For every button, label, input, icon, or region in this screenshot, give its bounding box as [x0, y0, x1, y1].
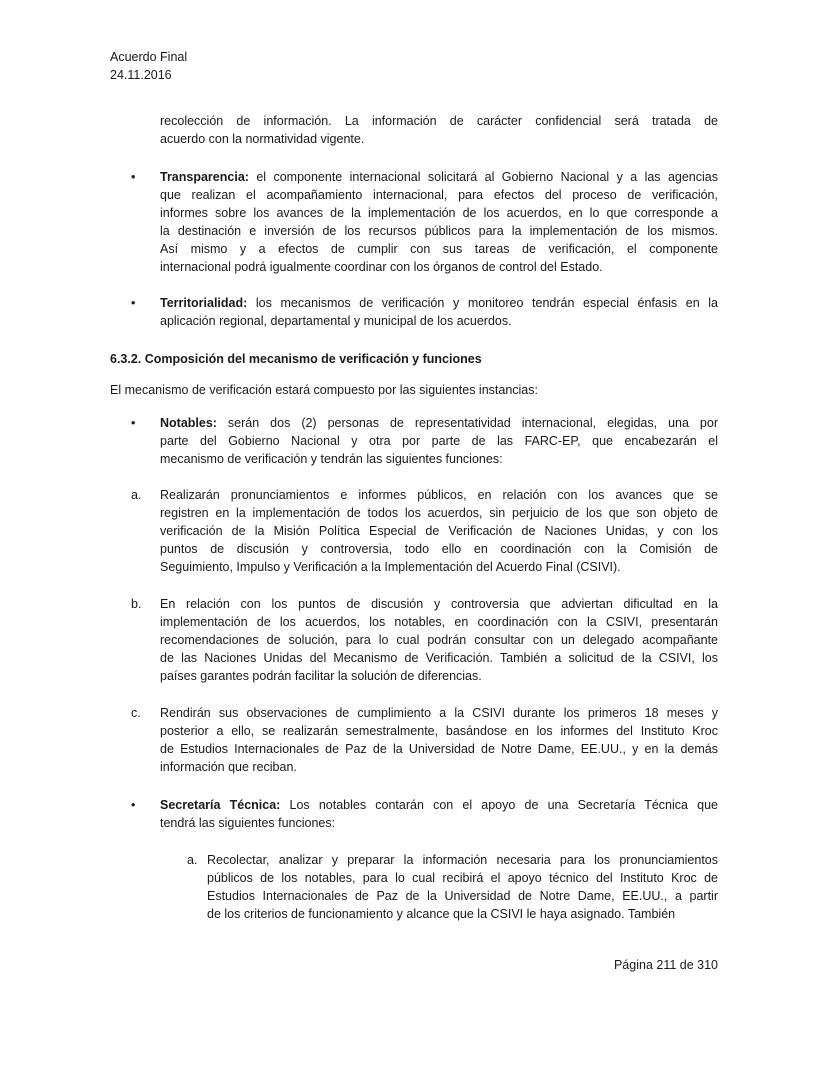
text-line: información que reciban.	[160, 760, 297, 774]
text-line: recolección de información. La información de carácter confidencial será tratada de	[160, 114, 718, 128]
text-line	[160, 168, 718, 186]
text-line: que realizan el acompañamiento internacional, para efectos del proceso de verificación,	[160, 188, 718, 202]
bullet-notables	[131, 414, 718, 468]
document-title: Acuerdo Final	[110, 50, 188, 64]
list-marker: a.	[187, 853, 198, 867]
term-label: Notables:	[160, 416, 217, 430]
term-text: Los notables contarán con el apoyo de una Secretaría Técnica que	[280, 798, 718, 812]
text-line: acuerdo con la normatividad vigente.	[160, 132, 365, 146]
text-line: la destinación e inversión de los recursos públicos para la implementación de los mismos.	[160, 224, 718, 238]
list-marker: a.	[131, 488, 142, 502]
bullet-secretaria-tecnica	[131, 796, 718, 832]
text-line: parte del Gobierno Nacional y otra por parte de las FARC-EP, que encabezarán el	[160, 434, 718, 448]
list-item-c	[131, 704, 718, 776]
text-line: públicos de los notables, para lo cual recibirá el apoyo técnico del Instituto Kroc de	[207, 871, 718, 885]
text-line: puntos de discusión y controversia, todo ello en coordinación con la Comisión de	[160, 542, 718, 556]
bullet-icon: •	[131, 296, 136, 310]
term-text: serán dos (2) personas de representatividad internacional, elegidas, una por	[216, 416, 718, 430]
text-line: verificación de la Misión Política Especial de Verificación de Naciones Unidas, y con los	[160, 524, 718, 538]
bullet-icon: •	[131, 416, 136, 430]
term-label: Transparencia:	[160, 170, 249, 184]
text-line: tendrá las siguientes funciones:	[160, 816, 336, 830]
text-line: implementación de los acuerdos, los notables, en coordinación con la CSIVI, presentarán	[160, 615, 718, 629]
text-line: de las Naciones Unidas del Mecanismo de Verificación. También a solicitud de la CSIVI, los	[160, 651, 718, 665]
text-line: de los criterios de funcionamiento y alcance que la CSIVI le haya asignado. También	[207, 907, 676, 921]
text-line: aplicación regional, departamental y municipal de los acuerdos.	[160, 314, 512, 328]
term-label: Territorialidad:	[160, 296, 248, 310]
document-header	[110, 48, 187, 84]
text-line: Seguimiento, Impulso y Verificación a la Implementación del Acuerdo Final (CSIVI).	[160, 560, 621, 574]
document-date: 24.11.2016	[110, 68, 172, 82]
intro-paragraph: El mecanismo de verificación estará compuesto por las siguientes instancias:	[110, 383, 538, 397]
text-line: mecanismo de verificación y tendrán las siguientes funciones:	[160, 452, 503, 466]
bullet-icon: •	[131, 170, 136, 184]
text-line: En relación con los puntos de discusión y controversia que adviertan dificultad en la	[160, 597, 718, 611]
sub-list-item-a	[187, 851, 718, 923]
term-text: los mecanismos de verificación y monitoreo tendrán especial énfasis en la	[247, 296, 718, 310]
page-number: Página 211 de 310	[613, 958, 718, 972]
text-line: internacional podrá igualmente coordinar con los órganos de control del Estado.	[160, 260, 603, 274]
text-line: registren en la implementación de todos los acuerdos, sin perjuicio de los que son objeto de	[160, 506, 718, 520]
text-line	[160, 294, 718, 312]
term-label: Secretaría Técnica:	[160, 798, 281, 812]
text-line: Rendirán sus observaciones de cumplimiento a la CSIVI durante los primeros 18 meses y	[160, 706, 718, 720]
text-line: Recolectar, analizar y preparar la información necesaria para los pronunciamientos	[207, 853, 718, 867]
section-heading: 6.3.2. Composición del mecanismo de verificación y funciones	[110, 352, 482, 366]
list-marker: c.	[131, 706, 141, 720]
bullet-territorialidad	[131, 294, 718, 330]
text-line: informes sobre los avances de la implementación de los acuerdos, en lo que corresponde a	[160, 206, 718, 220]
bullet-transparencia	[131, 168, 718, 276]
text-line: Estudios Internacionales de Paz de la Universidad de Notre Dame, EE.UU., a partir	[207, 889, 718, 903]
text-line: de Estudios Internacionales de Paz de la Universidad de Notre Dame, EE.UU., y en la demás	[160, 742, 718, 756]
paragraph-continuation	[160, 112, 718, 148]
term-text: el componente internacional solicitará al Gobierno Nacional y a las agencias	[248, 170, 718, 184]
text-line: Realizarán pronunciamientos e informes públicos, en relación con los avances que se	[160, 488, 718, 502]
text-line	[160, 796, 718, 814]
text-line: países garantes podrán facilitar la solución de diferencias.	[160, 669, 482, 683]
list-item-a	[131, 486, 718, 576]
list-marker: b.	[131, 597, 142, 611]
bullet-icon: •	[131, 798, 136, 812]
text-line: posterior a ello, se realizarán semestralmente, basándose en los informes del Instituto Kroc	[160, 724, 718, 738]
text-line: Así mismo y a efectos de cumplir con sus tareas de verificación, el componente	[160, 242, 718, 256]
text-line: recomendaciones de solución, para lo cual podrán consultar con un delegado acompañante	[160, 633, 718, 647]
text-line	[160, 414, 718, 432]
list-item-b	[131, 595, 718, 685]
